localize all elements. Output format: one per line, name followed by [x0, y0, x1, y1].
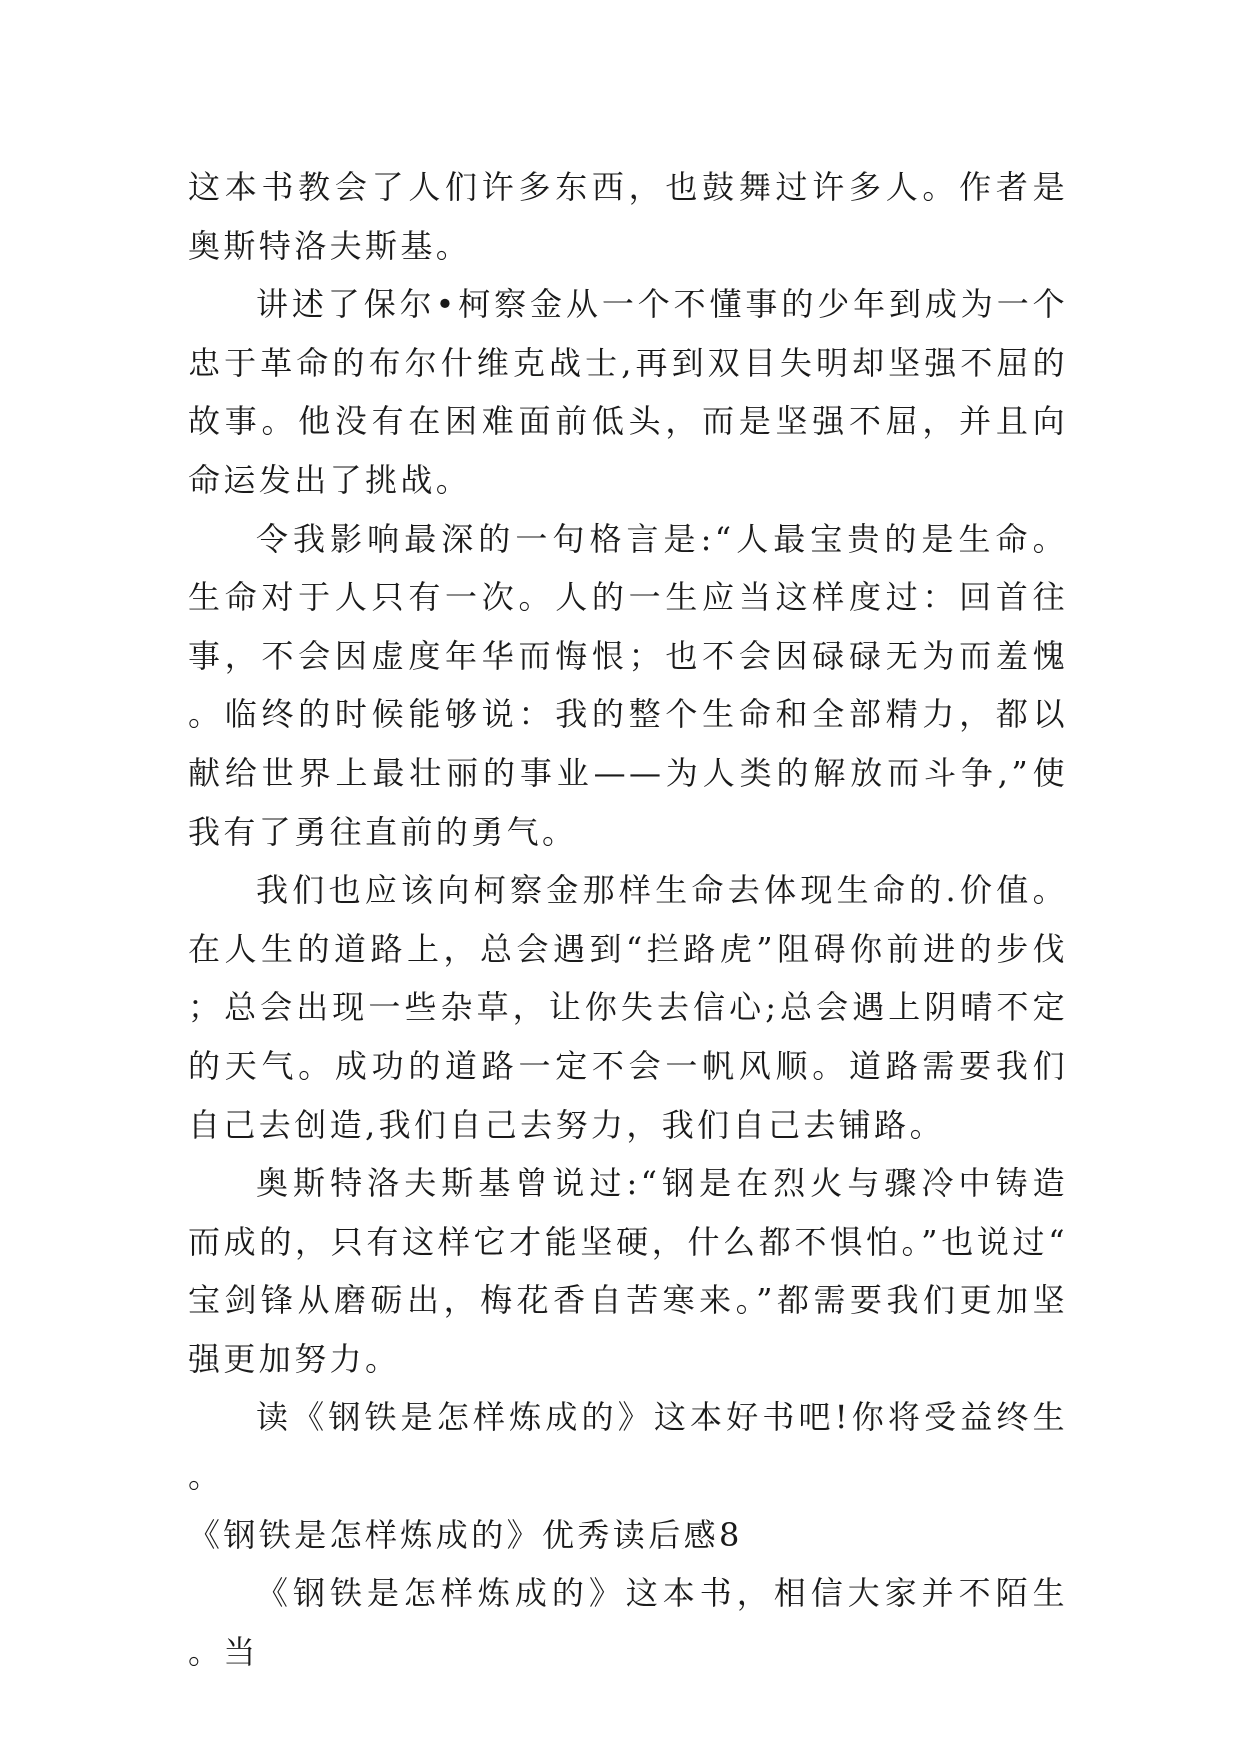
document-body — [188, 158, 1068, 1681]
paragraph-3: 令我影响最深的一句格言是:“人最宝贵的是生命。生命对于人只有一次。人的一生应当这样度过：回首往事，不会因虚度年华而悔恨；也不会因碌碌无为而羞愧。临终的时候能够说：我的整个生命和全部精力，都以献给世界上最壮丽的事业——为人类的解放而斗争,”使我有了勇往直前的勇气。 — [188, 519, 1068, 851]
paragraph-6: 读《钢铁是怎样炼成的》这本好书吧!你将受益终生。 — [188, 1398, 1068, 1496]
paragraph-5: 奥斯特洛夫斯基曾说过:“钢是在烈火与骤冷中铸造而成的，只有这样它才能坚硬，什么都不惧怕。”也说过“宝剑锋从磨砺出，梅花香自苦寒来。”都需要我们更加坚强更加努力。 — [188, 1164, 1068, 1378]
paragraph-4: 我们也应该向柯察金那样生命去体现生命的.价值。在人生的道路上，总会遇到“拦路虎”阻碍你前进的步伐；总会出现一些杂草，让你失去信心;总会遇上阴晴不定的天气。成功的道路一定不会一帆风顺。道路需要我们自己去创造,我们自己去努力，我们自己去铺路。 — [188, 871, 1068, 1144]
paragraph-7: 《钢铁是怎样炼成的》这本书，相信大家并不陌生。当 — [188, 1574, 1068, 1671]
section-heading: 《钢铁是怎样炼成的》优秀读后感8 — [188, 1515, 743, 1554]
paragraph-1: 这本书教会了人们许多东西，也鼓舞过许多人。作者是奥斯特洛夫斯基。 — [188, 168, 1068, 265]
paragraph-2: 讲述了保尔•柯察金从一个不懂事的少年到成为一个忠于革命的布尔什维克战士,再到双目失明却坚强不屈的故事。他没有在困难面前低头，而是坚强不屈，并且向命运发出了挑战。 — [188, 285, 1068, 499]
